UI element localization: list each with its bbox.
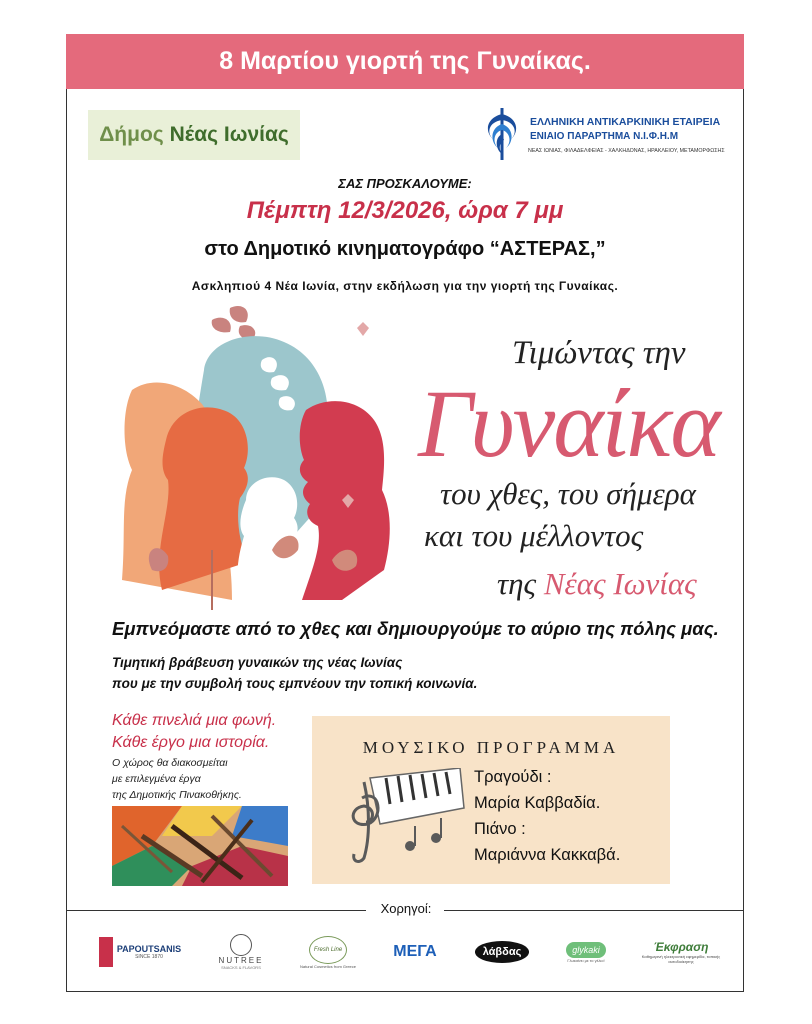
sponsor-papoutsanis-logo: PAPOUTSANIS SINCE 1870 [90,930,190,974]
headline-line-1: Τιμώντας την [512,335,686,371]
elas-line-3: ΝΕΑΣ ΙΩΝΙΑΣ, ΦΙΛΑΔΕΛΦΕΙΑΣ - ΧΑΛΚΗΔΟΝΑΣ, ΗΡΑΚΛΕΙΟΥ, ΜΕΤΑΜΟΡΦΩΣΗΣ [528,148,725,154]
award-line-1: Τιμητική βράβευση γυναικών της νέας Ιωνίας [112,655,403,670]
treble-clef-piano-icon [340,768,468,866]
event-date: Πέμπτη 12/3/2026, ώρα 7 μμ [246,197,564,224]
pianist-name: Μαριάννα Κακκαβά. [474,846,621,864]
event-address: Ασκληπιού 4 Νέα Ιωνία, στην εκδήλωση για την γιορτή της Γυναίκας. [191,279,619,293]
award-line-2: που με την συμβολή τους εμπνέουν την τοπική κοινωνία. [112,676,478,691]
dimos-word: Δήμος [99,123,164,146]
sponsor-ekfrasi-logo: Έκφραση Καθημερινή ηλεκτρονική εφημερίδα, τοπικής αυτοδιοίκησης [641,940,721,964]
song-label: Τραγούδι : [474,768,552,786]
headline-line-5-town: Νέας Ιωνίας [543,566,697,601]
cancer-society-logo [480,104,730,166]
gallery-sub-3: της Δημοτικής Πινακοθήκης. [112,789,242,801]
sponsors-label: Χορηγοί: [0,901,812,916]
elas-line-1: ΕΛΛΗΝΙΚΗ ΑΝΤΙΚΑΡΚΙΝΙΚΗ ΕΤΑΙΡΕΙΑ [530,116,721,128]
sponsor-nutree-logo: NUTREE SNACKS & FLAVORS [205,930,277,974]
sponsor-glykaki-logo: glykaki Γλυκαίνει με το γέλιο! [554,930,618,974]
gallery-line-1: Κάθε πινελιά μια φωνή. [112,712,277,729]
caduceus-icon [480,104,524,164]
event-venue: στο Δημοτικό κινηματογράφο “ΑΣΤΕΡΑΣ,” [204,238,606,260]
music-program-box [312,716,670,884]
gallery-line-2: Κάθε έργο μια ιστορία. [112,734,270,751]
certificate-badge-icon [99,937,113,967]
dimos-logo [88,110,300,160]
headline-line-3: του χθες, του σήμερα [440,476,696,511]
banner-title: 8 Μαρτίου γιορτή της Γυναίκας. [219,47,591,75]
music-title: ΜΟΥΣΙΚΟ ΠΡΟΓΡΑΜΜΑ [362,738,620,757]
headline-big-word: Γυναίκα [418,370,719,477]
headline-line-5 [497,566,697,602]
sponsor-mega-logo: ΜΕΓΑ [393,943,437,960]
elas-line-2: ΕΝΙΑΙΟ ΠΑΡΑΡΤΗΜΑ Ν.Ι.Φ.Η.Μ [530,131,679,142]
sponsor-freshline-logo: Fresh Line Natural Cosmetics from Greece [298,930,358,974]
invite-intro: ΣΑΣ ΠΡΟΣΚΑΛΟΥΜΕ: [338,176,472,191]
women-silhouettes-illustration [112,300,432,610]
inspire-statement: Εμπνεόμαστε από το χθες και δημιουργούμε το αύριο της πόλης μας. [112,618,719,639]
gallery-sub-2: με επιλεγμένα έργα [112,773,201,785]
nutree-seal-icon [230,934,252,956]
headline-line-4: και του μέλλοντος [424,518,644,553]
gallery-sub-1: Ο χώρος θα διακοσμείται [112,757,228,769]
singer-name: Μαρία Καββαδία. [474,794,601,812]
paintbrushes-image [112,806,288,886]
sponsor-lavdas-logo: λάβδας [470,930,534,974]
headline-line-5-prefix: της [497,566,537,601]
dimos-name: Νέας Ιωνίας [169,123,289,146]
event-banner [66,34,744,89]
piano-label: Πιάνο : [474,820,526,838]
